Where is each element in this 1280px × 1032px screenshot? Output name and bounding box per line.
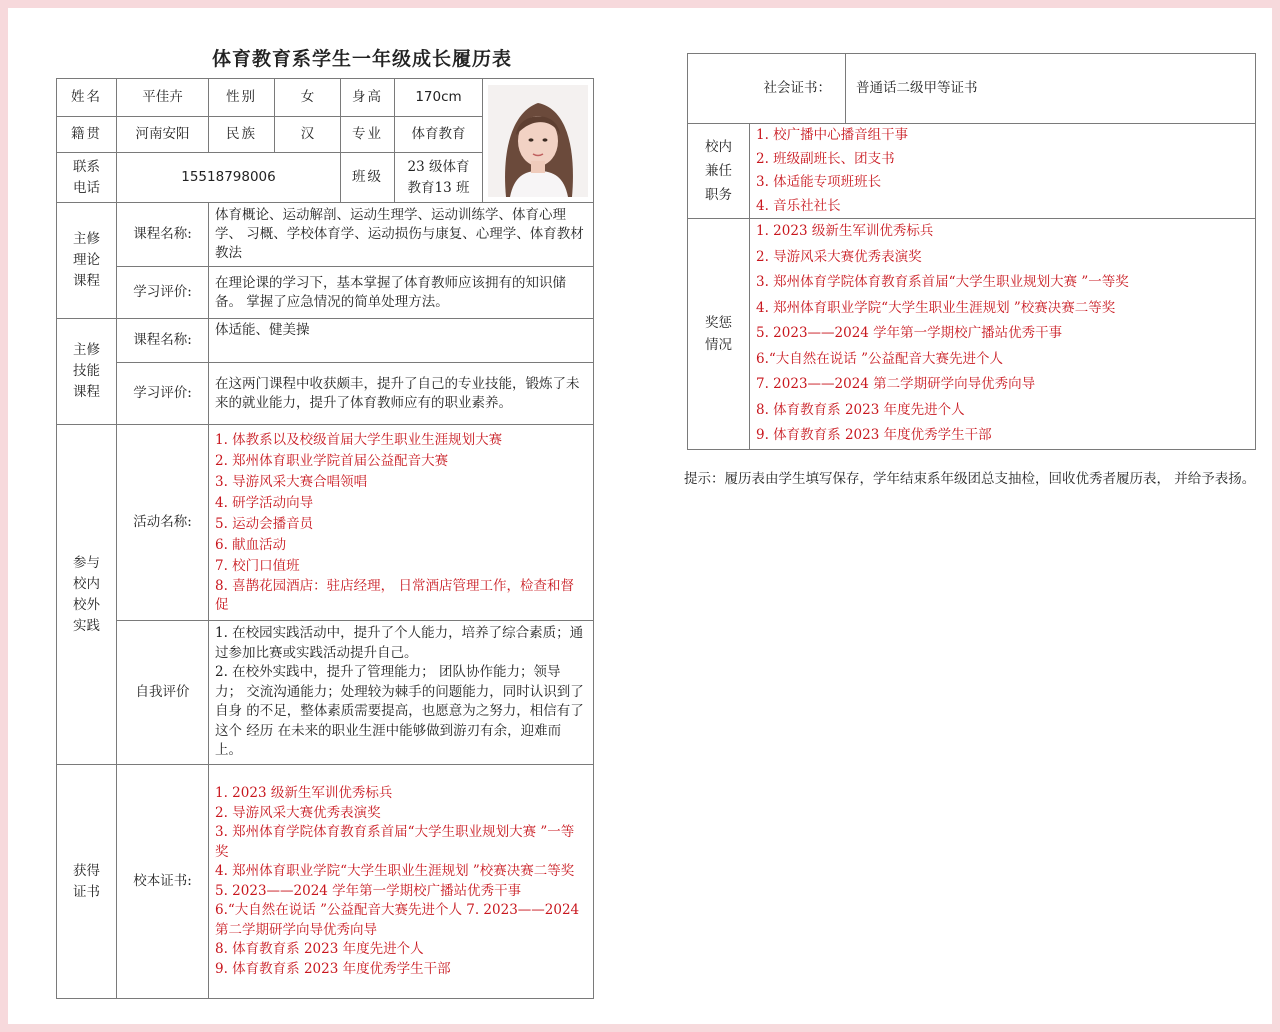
major-label: 专业 — [341, 117, 395, 153]
list-item: 2. 导游风采大赛优秀表演奖 — [215, 804, 381, 821]
list-item: 3. 导游风采大赛合唱领唱 — [215, 474, 368, 490]
list-item: 3. 郑州体育学院体育教育系首届“大学生职业规划大赛 ”一等奖 — [756, 274, 1129, 290]
list-item: 9. 体育教育系 2023 年度优秀学生干部 — [215, 960, 451, 977]
list-item: 4. 研学活动向导 — [215, 495, 314, 511]
gender-label: 性别 — [209, 79, 275, 117]
theory-eval: 在理论课的学习下，基本掌握了体育教师应该拥有的知识储备。 掌握了应急情况的简单处理方法。 — [209, 267, 594, 319]
list-item: 8. 体育教育系 2023 年度先进个人 — [215, 941, 424, 957]
origin-value: 河南安阳 — [117, 117, 209, 153]
footnote-tip: 提示：履历表由学生填写保存，学年结束系年级团总支抽检，回收优秀者履历表， 并给予表扬。 — [684, 471, 1256, 487]
skill-eval-label: 学习评价: — [117, 363, 209, 425]
list-item: 3. 郑州体育学院体育教育系首届“大学生职业规划大赛 ”一等 奖 — [215, 824, 575, 860]
list-item: 8. 体育教育系 2023 年度先进个人 — [756, 401, 965, 418]
list-item: 5. 运动会播音员 — [215, 516, 314, 532]
name-value: 平佳卉 — [117, 79, 209, 117]
posts-section-label: 校内 兼任 职务 — [688, 124, 750, 219]
major-value: 体育教育 — [395, 117, 483, 153]
skill-courses: 体适能、健美操 — [209, 319, 594, 363]
ethnicity-value: 汉 — [275, 117, 341, 153]
school-cert-list — [209, 765, 594, 999]
theory-eval-label: 学习评价: — [117, 267, 209, 319]
social-cert-label: 社会证书： — [750, 54, 846, 124]
social-cert-value: 普通话二级甲等证书 — [846, 54, 1256, 124]
list-item: 9. 体育教育系 2023 年度优秀学生干部 — [756, 427, 992, 443]
list-item: 1. 2023 级新生军训优秀标兵 — [756, 223, 934, 239]
list-item: 4. 音乐社社长 — [756, 197, 841, 214]
list-item: 3. 体适能专项班班长 — [756, 174, 882, 190]
list-item: 5. 2023——2024 学年第一学期校广播站优秀干事 — [756, 325, 1063, 341]
activity-label: 活动名称: — [117, 425, 209, 621]
theory-courses: 体育概论、运动解剖、运动生理学、运动训练学、体育心理学、 习概、学校体育学、运动损伤与康复、心理学、体育教材教法 — [209, 203, 594, 267]
list-item: 4. 郑州体育职业学院“大学生职业生涯规划 ”校赛决赛二等奖 5. 2023——2024 学年第一学期校广播站优秀干事 — [215, 863, 575, 899]
list-item: 6. 献血活动 — [215, 537, 287, 553]
self-eval — [209, 621, 594, 765]
list-item: 2. 郑州体育职业学院首届公益配音大赛 — [215, 453, 449, 469]
list-item: 2. 班级副班长、团支书 — [756, 150, 895, 167]
awards-section-label: 奖惩 情况 — [688, 219, 750, 450]
list-item: 1. 校广播中心播音组干事 — [756, 127, 909, 143]
height-value: 170cm — [395, 79, 483, 117]
page-title: 体育教育系学生一年级成长履历表 — [211, 48, 512, 70]
skill-course-label: 课程名称: — [117, 319, 209, 363]
school-cert-label: 校本证书: — [117, 765, 209, 999]
activity-list — [209, 425, 594, 621]
phone-value: 15518798006 — [117, 153, 341, 203]
skill-section-label: 主修 技能 课程 — [57, 319, 117, 425]
class-label: 班级 — [341, 153, 395, 203]
self-eval-paragraph: 1. 在校园实践活动中，提升了个人能力，培养了综合素质；通 过参加比赛或实践活动提升自己。 — [215, 625, 584, 661]
class-value: 23 级体育 教育13 班 — [395, 153, 483, 203]
certs-section-label: 获得 证书 — [57, 765, 117, 999]
list-item: 6.“大自然在说话 ”公益配音大赛先进个人 — [756, 350, 1003, 367]
practice-section-label: 参与 校内 校外 实践 — [57, 425, 117, 765]
origin-label: 籍贯 — [57, 117, 117, 153]
resume-table-left — [56, 78, 594, 999]
height-label: 身高 — [341, 79, 395, 117]
list-item: 1. 体教系以及校级首届大学生职业生涯规划大赛 — [215, 432, 503, 448]
list-item: 8. 喜鹊花园酒店：驻店经理， 日常酒店管理工作，检查和督促 — [215, 578, 574, 613]
student-portrait-photo — [488, 85, 588, 197]
list-item: 7. 2023——2024 第二学期研学向导优秀向导 — [756, 376, 1036, 392]
phone-label: 联系 电话 — [57, 153, 117, 203]
list-item: 7. 校门口值班 — [215, 558, 300, 574]
self-eval-label: 自我评价 — [117, 621, 209, 765]
gender-value: 女 — [275, 79, 341, 117]
photo-cell — [483, 79, 594, 203]
skill-eval: 在这两门课程中收获颇丰，提升了自己的专业技能，锻炼了未 来的就业能力，提升了体育教师应有的职业素养。 — [209, 363, 594, 425]
theory-section-label: 主修 理论 课程 — [57, 203, 117, 319]
resume-table-right — [687, 53, 1256, 450]
awards-list — [750, 219, 1256, 450]
self-eval-paragraph: 2. 在校外实践中，提升了管理能力； 团队协作能力；领导力； 交流沟通能力；处理较为棘手的问题能力，同时认识到了自身 的不足，整体素质需要提高，也愿意为之努力，相信有了这个 经历 在未来的职业生涯中能够做到游刃有余，迎难而上。 — [215, 664, 584, 759]
list-item: 2. 导游风采大赛优秀表演奖 — [756, 248, 922, 265]
list-item: 4. 郑州体育职业学院“大学生职业生涯规划 ”校赛决赛二等奖 — [756, 299, 1116, 316]
name-label: 姓名 — [57, 79, 117, 117]
ethnicity-label: 民族 — [209, 117, 275, 153]
posts-list — [750, 124, 1256, 219]
theory-course-label: 课程名称: — [117, 203, 209, 267]
list-item: 1. 2023 级新生军训优秀标兵 — [215, 785, 393, 801]
resume-page — [8, 8, 1272, 1024]
list-item: 6.“大自然在说话 ”公益配音大赛先进个人 7. 2023——2024 第二学期研学向导优秀向导 — [215, 902, 580, 938]
